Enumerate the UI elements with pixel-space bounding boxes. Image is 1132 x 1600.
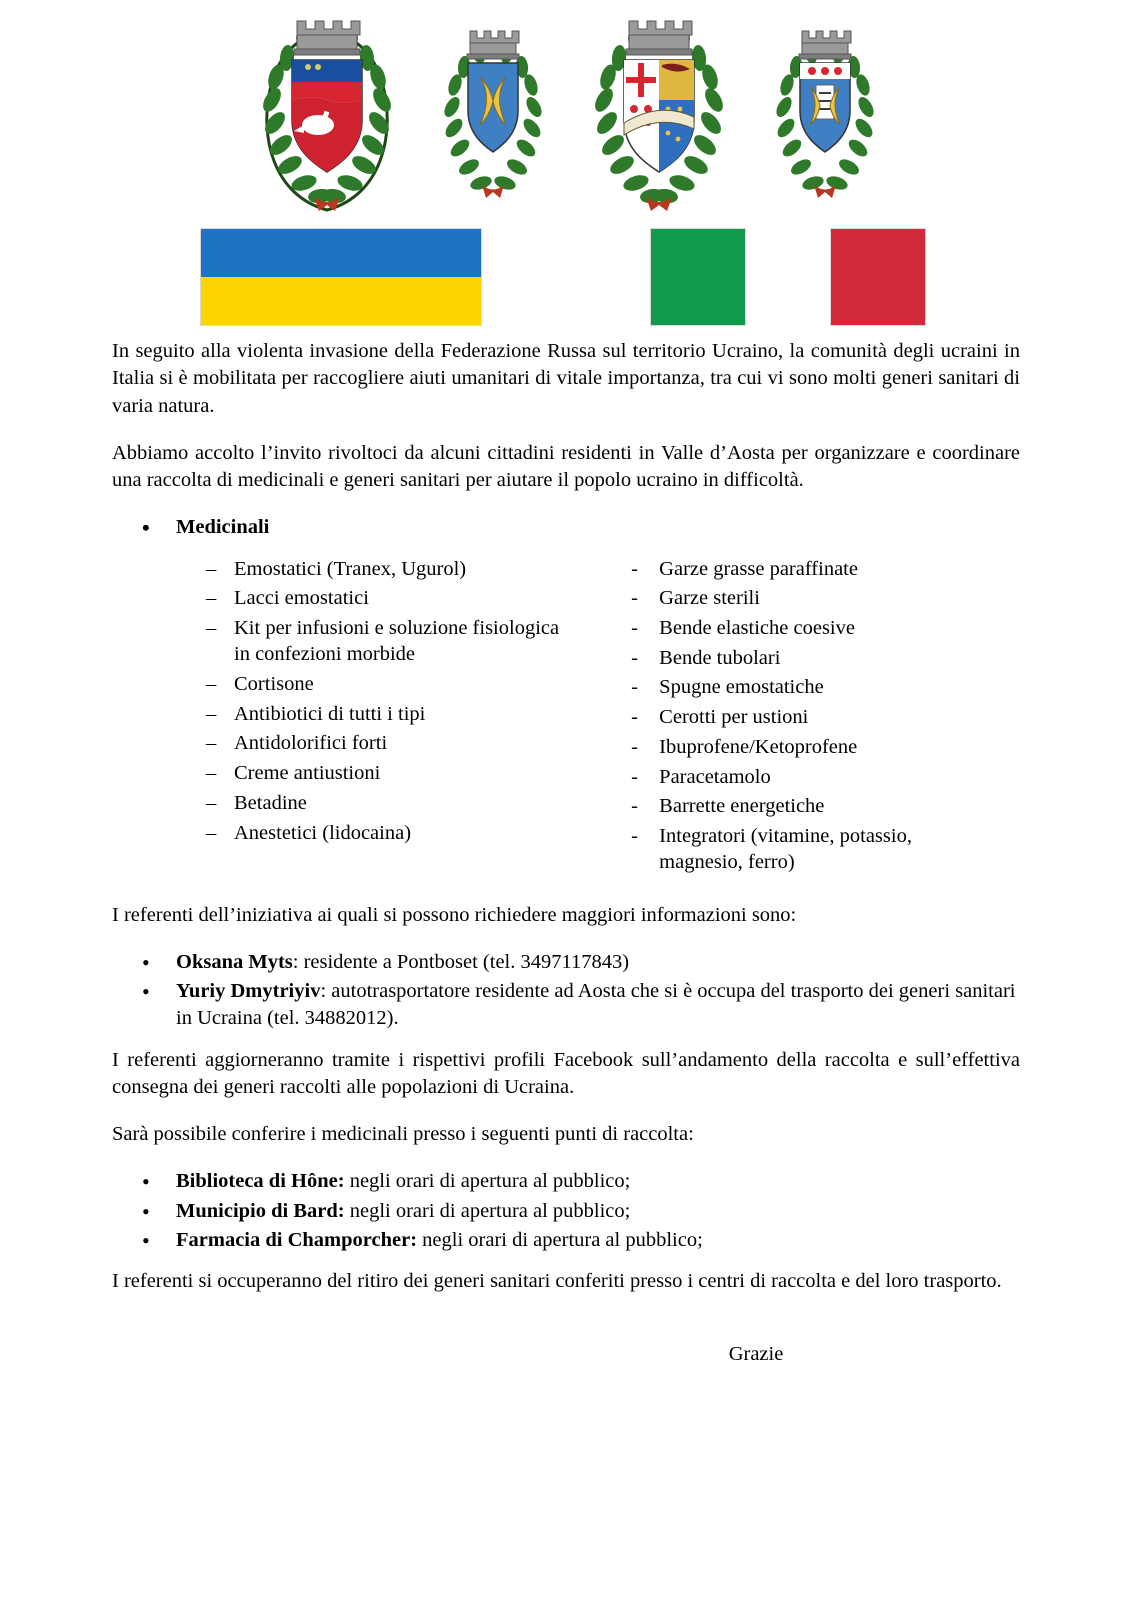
list-item: - Barrette energetiche xyxy=(623,793,1020,819)
list-item: – Creme antiustioni xyxy=(198,760,623,786)
list-item: – Anestetici (lidocaina) xyxy=(198,820,623,846)
punto-name: Biblioteca di Hône: xyxy=(176,1170,345,1193)
list-item: - Spugne emostatiche xyxy=(623,674,1020,700)
list-item: – Antibiotici di tutti i tipi xyxy=(198,701,623,727)
list-item: - Garze grasse paraffinate xyxy=(623,556,1020,582)
punti-raccolta-list xyxy=(112,1168,1020,1254)
ukraine-flag-blue-band xyxy=(201,229,481,277)
ritiro-paragraph: I referenti si occuperanno del ritiro dei generi sanitari conferiti presso i centri di raccolta e del loro trasporto. xyxy=(112,1270,1002,1293)
coat-of-arms-icon-2 xyxy=(438,15,548,220)
list-item xyxy=(112,949,1020,976)
intro-paragraph: In seguito alla violenta invasione della Federazione Russa sul territorio Ucraino, la comunità degli ucraini in Italia si è mobilitata per raccogliere aiuti umanitari di vitale importanza, tra cui vi sono molti generi sanitari di varia natura. xyxy=(112,340,1020,417)
list-item: – Antidolorifici forti xyxy=(198,730,623,756)
stemma-comune-3 xyxy=(584,5,734,220)
medicinali-heading-list xyxy=(112,514,1020,541)
crest-row xyxy=(0,0,1132,220)
referente-detail: : autotrasportatore residente ad Aosta che si è occupa del trasporto dei generi sanitari in Ucraina (tel. 34882012). xyxy=(176,980,1016,1030)
list-item xyxy=(198,615,623,667)
closing-text: Grazie xyxy=(728,1343,784,1366)
flag-row xyxy=(0,228,1132,338)
list-item: – Lacci emostatici xyxy=(198,585,623,611)
italy-flag-green xyxy=(650,228,746,326)
list-item: - Bende elastiche coesive xyxy=(623,615,1020,641)
medicinali-heading: • Medicinali xyxy=(112,514,1020,541)
second-paragraph: Abbiamo accolto l’invito rivoltoci da alcuni cittadini residenti in Valle d’Aosta per organizzare e coordinare una raccolta di medicinali e generi sanitari per aiutare il popolo ucraino in difficoltà. xyxy=(112,441,1020,491)
list-item xyxy=(112,978,1020,1033)
punto-detail: negli orari di apertura al pubblico; xyxy=(417,1228,703,1251)
stemma-comune-2 xyxy=(438,15,548,220)
punti-intro: Sarà possibile conferire i medicinali presso i seguenti punti di raccolta: xyxy=(112,1123,694,1146)
list-item-line2: magnesio, ferro) xyxy=(659,851,795,874)
list-item: - Bende tubolari xyxy=(623,645,1020,671)
ukraine-flag xyxy=(200,228,482,326)
list-item-line1: Integratori (vitamine, potassio, xyxy=(659,825,912,848)
list-item: – Betadine xyxy=(198,790,623,816)
list-item xyxy=(112,1198,1020,1225)
coat-of-arms-icon-4 xyxy=(770,15,880,220)
list-item xyxy=(112,1227,1020,1254)
closing-line xyxy=(112,1341,1020,1368)
list-item: - Cerotti per ustioni xyxy=(623,704,1020,730)
document-body xyxy=(0,338,1132,1369)
ukraine-flag-yellow-band xyxy=(201,277,481,325)
list-item-line1: Kit per infusioni e soluzione fisiologica xyxy=(234,616,560,639)
referente-name: Yuriy Dmytriyiv xyxy=(176,980,321,1003)
referente-name: Oksana Myts xyxy=(176,950,293,973)
medicinali-columns xyxy=(112,556,1020,886)
list-item: - Paracetamolo xyxy=(623,764,1020,790)
list-item xyxy=(623,823,1020,875)
coat-of-arms-icon-1 xyxy=(252,5,402,220)
coat-of-arms-icon-3 xyxy=(584,5,734,220)
facebook-paragraph: I referenti aggiorneranno tramite i rispettivi profili Facebook sull’andamento della raccolta e sull’effettiva consegna dei generi raccolti alle popolazioni di Ucraina. xyxy=(112,1048,1020,1098)
list-item-line2: in confezioni morbide xyxy=(234,643,416,666)
italy-flag-red xyxy=(830,228,926,326)
stemma-comune-1 xyxy=(252,5,402,220)
punto-detail: negli orari di apertura al pubblico; xyxy=(344,1199,631,1222)
list-item: – Cortisone xyxy=(198,671,623,697)
punto-name: Farmacia di Champorcher: xyxy=(176,1228,418,1251)
medicinali-column-right xyxy=(623,556,1020,886)
punto-name: Municipio di Bard: xyxy=(176,1199,345,1222)
list-item: – Emostatici (Tranex, Ugurol) xyxy=(198,556,623,582)
referenti-list xyxy=(112,949,1020,1033)
medicinali-column-left xyxy=(198,556,623,886)
referente-detail: : residente a Pontboset (tel. 3497117843) xyxy=(292,950,630,973)
list-item: - Garze sterili xyxy=(623,585,1020,611)
stemma-comune-4 xyxy=(770,15,880,220)
list-item xyxy=(112,1168,1020,1195)
referenti-intro: I referenti dell’iniziativa ai quali si possono richiedere maggiori informazioni sono: xyxy=(112,903,797,926)
punto-detail: negli orari di apertura al pubblico; xyxy=(344,1170,631,1193)
list-item: - Ibuprofene/Ketoprofene xyxy=(623,734,1020,760)
